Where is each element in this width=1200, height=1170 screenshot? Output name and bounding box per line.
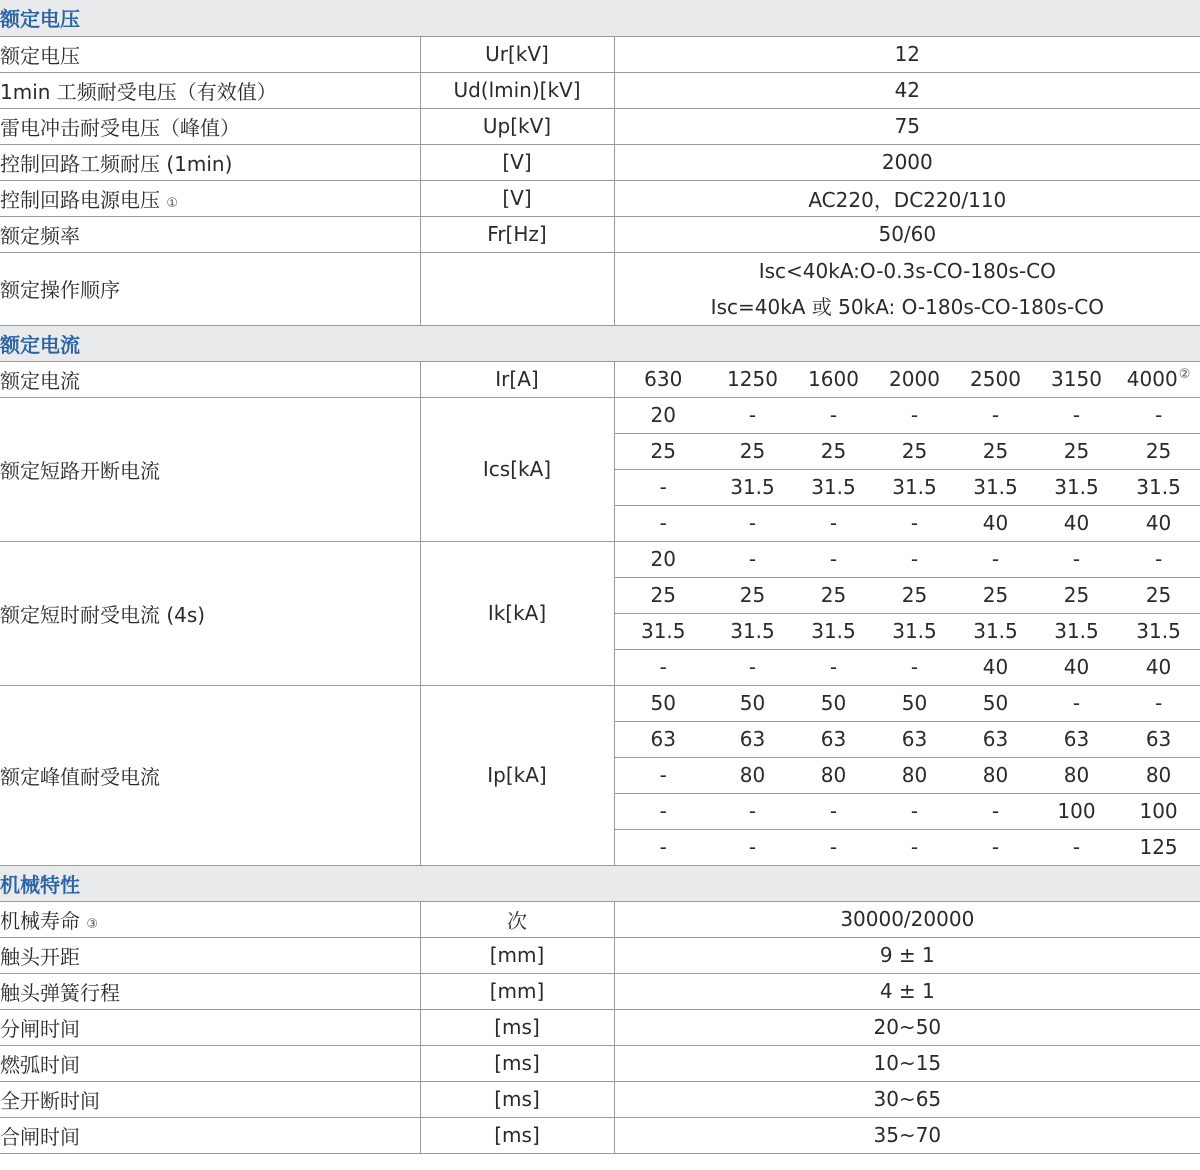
unit-cell: [ms] (420, 1045, 614, 1081)
current-value: 40 (1036, 649, 1117, 685)
current-value: 31.5 (1117, 469, 1200, 505)
param-cell (0, 1009, 420, 1045)
current-value: - (1036, 685, 1117, 721)
current-value: - (874, 505, 955, 541)
current-value: 100 (1036, 793, 1117, 829)
current-value: 40 (1117, 649, 1200, 685)
param-label: 合闸时间 (0, 1124, 80, 1149)
param-label: 额定短时耐受电流 (4s) (0, 602, 206, 627)
param-label: 额定短路开断电流 (0, 458, 160, 483)
current-value: 50 (874, 685, 955, 721)
spec-row (0, 1081, 1200, 1117)
param-cell (0, 108, 420, 144)
current-value: 25 (1036, 577, 1117, 613)
param-cell (0, 973, 420, 1009)
current-value: - (1117, 685, 1200, 721)
current-value: 63 (1036, 721, 1117, 757)
rated-current-text: 1600 (808, 367, 859, 391)
unit-cell: [ms] (420, 1117, 614, 1153)
current-value: 31.5 (874, 469, 955, 505)
current-value: - (1117, 397, 1200, 433)
current-value: - (614, 757, 712, 793)
current-row (0, 541, 1200, 577)
unit-cell: Ir[A] (420, 361, 614, 397)
section-header (0, 865, 1200, 901)
param-label: 额定峰值耐受电流 (0, 764, 160, 789)
rated-current-text: 2500 (970, 367, 1021, 391)
current-value: - (712, 505, 793, 541)
current-value: 25 (793, 433, 874, 469)
value-cell: 42 (614, 72, 1200, 108)
value-line: Isc<40kA:O-0.3s-CO-180s-CO (758, 258, 1056, 283)
current-value: 80 (793, 757, 874, 793)
section-title: 额定电压 (0, 0, 1200, 36)
spec-row (0, 108, 1200, 144)
current-value: - (793, 397, 874, 433)
current-value: - (614, 829, 712, 865)
current-value: - (793, 793, 874, 829)
current-value: 63 (793, 721, 874, 757)
unit-cell: Ics[kA] (420, 397, 614, 541)
current-value: 25 (874, 433, 955, 469)
param-cell (0, 901, 420, 937)
rated-current-value (793, 361, 874, 397)
current-value: 40 (1117, 505, 1200, 541)
current-value: 80 (712, 757, 793, 793)
value-cell: 35~70 (614, 1117, 1200, 1153)
current-value: 25 (1117, 577, 1200, 613)
rated-current-text: 4000 (1126, 367, 1178, 391)
param-cell (0, 1045, 420, 1081)
value-cell: 20~50 (614, 1009, 1200, 1045)
unit-cell: [mm] (420, 973, 614, 1009)
current-value: - (712, 649, 793, 685)
current-value: 25 (1117, 433, 1200, 469)
value-cell (614, 252, 1200, 325)
value-cell: AC220，DC220/110 (614, 180, 1200, 216)
current-value: - (712, 541, 793, 577)
param-label: 额定频率 (0, 223, 80, 248)
value-cell: 75 (614, 108, 1200, 144)
current-value: 20 (614, 541, 712, 577)
current-value: 80 (874, 757, 955, 793)
footnote-mark: ③ (86, 916, 99, 932)
rated-current-text: 630 (644, 367, 683, 391)
current-value: - (712, 397, 793, 433)
footnote-mark: ② (1178, 367, 1191, 382)
current-value: 31.5 (793, 613, 874, 649)
current-value: 25 (712, 433, 793, 469)
current-value: - (955, 397, 1036, 433)
param-cell (0, 1117, 420, 1153)
param-label: 控制回路电源电压 (0, 187, 160, 212)
rated-current-value (955, 361, 1036, 397)
unit-cell: Ik[kA] (420, 541, 614, 685)
param-cell (0, 361, 420, 397)
current-value: 50 (614, 685, 712, 721)
rated-current-value (712, 361, 793, 397)
current-value: 31.5 (793, 469, 874, 505)
param-label: 雷电冲击耐受电压（峰值） (0, 115, 240, 140)
current-value: - (712, 793, 793, 829)
spec-row (0, 1117, 1200, 1153)
unit-cell (420, 252, 614, 325)
param-label: 分闸时间 (0, 1016, 80, 1041)
current-value: - (874, 829, 955, 865)
spec-row (0, 1045, 1200, 1081)
rated-current-value (1036, 361, 1117, 397)
current-value: 40 (955, 505, 1036, 541)
current-value: 25 (955, 577, 1036, 613)
spec-row (0, 216, 1200, 252)
current-value: - (614, 649, 712, 685)
param-cell (0, 36, 420, 72)
param-label: 全开断时间 (0, 1088, 100, 1113)
unit-cell: Ur[kV] (420, 36, 614, 72)
param-label: 额定电流 (0, 368, 80, 393)
param-cell (0, 685, 420, 865)
param-label: 控制回路工频耐压 (1min) (0, 151, 233, 176)
current-value: 31.5 (955, 613, 1036, 649)
current-value: 40 (955, 649, 1036, 685)
spec-row (0, 1009, 1200, 1045)
value-cell: 12 (614, 36, 1200, 72)
current-value: - (1036, 397, 1117, 433)
param-label: 1min 工频耐受电压（有效值） (0, 79, 277, 104)
current-value: - (793, 649, 874, 685)
current-value: - (712, 829, 793, 865)
current-row (0, 397, 1200, 433)
current-value: 20 (614, 397, 712, 433)
current-value: 63 (712, 721, 793, 757)
current-value: 31.5 (614, 613, 712, 649)
unit-cell: [mm] (420, 937, 614, 973)
current-value: 50 (793, 685, 874, 721)
spec-row (0, 252, 1200, 325)
current-value: - (874, 649, 955, 685)
current-value: - (955, 829, 1036, 865)
unit-cell: [ms] (420, 1081, 614, 1117)
unit-cell: Up[kV] (420, 108, 614, 144)
current-value: 80 (1117, 757, 1200, 793)
current-value: - (614, 469, 712, 505)
current-value: - (955, 793, 1036, 829)
param-cell (0, 541, 420, 685)
spec-row (0, 144, 1200, 180)
current-value: - (793, 829, 874, 865)
current-value: - (874, 793, 955, 829)
current-value: 63 (614, 721, 712, 757)
current-value: 25 (793, 577, 874, 613)
current-value: - (955, 541, 1036, 577)
param-cell (0, 216, 420, 252)
value-cell: 4 ± 1 (614, 973, 1200, 1009)
param-cell (0, 72, 420, 108)
current-value: 25 (1036, 433, 1117, 469)
current-value: - (614, 793, 712, 829)
spec-row (0, 36, 1200, 72)
current-value: 31.5 (1117, 613, 1200, 649)
current-row (0, 685, 1200, 721)
current-value: - (874, 397, 955, 433)
section-title: 额定电流 (0, 325, 1200, 361)
current-value: - (1036, 829, 1117, 865)
current-value: 25 (614, 577, 712, 613)
current-value: 63 (1117, 721, 1200, 757)
current-value: 31.5 (712, 613, 793, 649)
param-label: 触头开距 (0, 944, 80, 969)
unit-cell: [V] (420, 144, 614, 180)
unit-cell: Ud(lmin)[kV] (420, 72, 614, 108)
rated-current-row (0, 361, 1200, 397)
footnote-mark: ① (166, 195, 179, 211)
current-value: - (793, 505, 874, 541)
current-value: 31.5 (1036, 469, 1117, 505)
spec-row (0, 937, 1200, 973)
unit-cell: Ip[kA] (420, 685, 614, 865)
param-cell (0, 144, 420, 180)
param-cell (0, 397, 420, 541)
param-label: 额定操作顺序 (0, 278, 120, 302)
current-value: 50 (712, 685, 793, 721)
current-value: 80 (955, 757, 1036, 793)
unit-cell: Fr[Hz] (420, 216, 614, 252)
spec-row (0, 973, 1200, 1009)
current-value: 31.5 (955, 469, 1036, 505)
current-value: - (1117, 541, 1200, 577)
unit-cell: [V] (420, 180, 614, 216)
unit-cell: [ms] (420, 1009, 614, 1045)
current-value: 25 (712, 577, 793, 613)
current-value: 100 (1117, 793, 1200, 829)
spec-row (0, 901, 1200, 937)
param-cell (0, 252, 420, 325)
current-value: - (1036, 541, 1117, 577)
param-cell (0, 1081, 420, 1117)
current-value: 31.5 (712, 469, 793, 505)
current-value: 63 (874, 721, 955, 757)
current-value: 50 (955, 685, 1036, 721)
current-value: 25 (874, 577, 955, 613)
unit-cell: 次 (420, 901, 614, 937)
value-line: Isc=40kA 或 50kA: O-180s-CO-180s-CO (710, 294, 1104, 319)
value-cell: 30000/20000 (614, 901, 1200, 937)
section-header (0, 325, 1200, 361)
rated-current-value (614, 361, 712, 397)
param-label: 触头弹簧行程 (0, 980, 120, 1005)
current-value: - (614, 505, 712, 541)
current-value: - (874, 541, 955, 577)
param-cell (0, 937, 420, 973)
value-cell: 2000 (614, 144, 1200, 180)
param-label: 额定电压 (0, 43, 80, 68)
current-value: 63 (955, 721, 1036, 757)
spec-row (0, 72, 1200, 108)
rated-current-text: 3150 (1051, 367, 1102, 391)
rated-current-value (874, 361, 955, 397)
param-cell (0, 180, 420, 216)
current-value: 31.5 (874, 613, 955, 649)
current-value: 31.5 (1036, 613, 1117, 649)
value-cell: 9 ± 1 (614, 937, 1200, 973)
spec-row (0, 180, 1200, 216)
current-value: 25 (614, 433, 712, 469)
param-label: 机械寿命 (0, 908, 80, 933)
value-cell: 50/60 (614, 216, 1200, 252)
current-value: 25 (955, 433, 1036, 469)
value-cell: 10~15 (614, 1045, 1200, 1081)
rated-current-text: 1250 (727, 367, 778, 391)
section-header (0, 0, 1200, 36)
current-value: 125 (1117, 829, 1200, 865)
current-value: 80 (1036, 757, 1117, 793)
current-value: - (793, 541, 874, 577)
rated-current-text: 2000 (889, 367, 940, 391)
param-label: 燃弧时间 (0, 1052, 80, 1077)
current-value: 40 (1036, 505, 1117, 541)
value-cell: 30~65 (614, 1081, 1200, 1117)
rated-current-value (1117, 361, 1200, 397)
section-title: 机械特性 (0, 865, 1200, 901)
